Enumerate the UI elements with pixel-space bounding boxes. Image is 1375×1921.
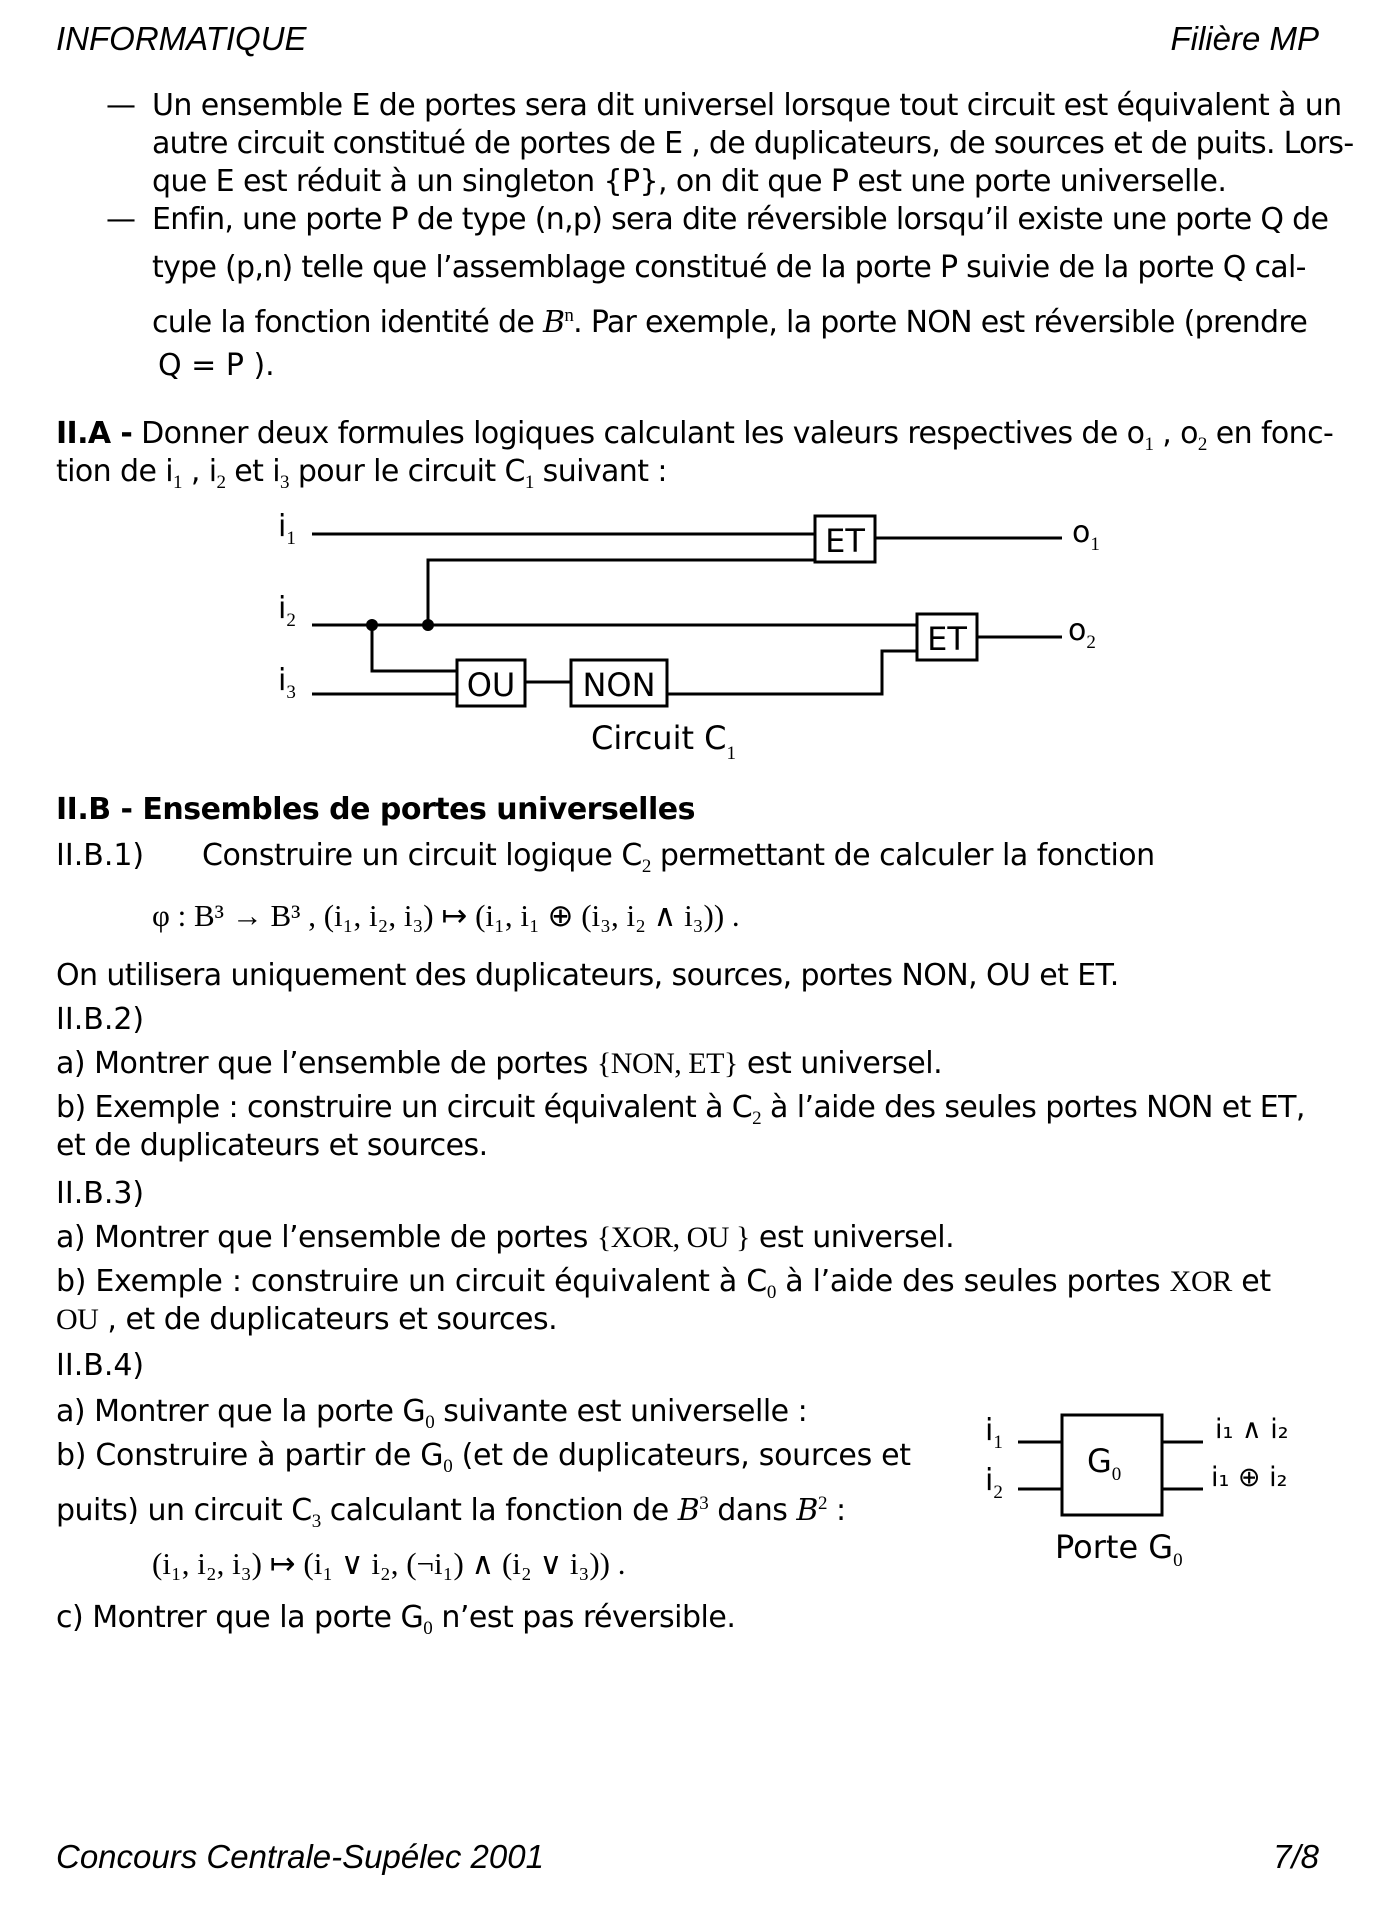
formula-phi: φ : B³ → B³ , (i₁, i₂, i₃) ↦ (i₁, i₁ ⊕ (i₃, i₂ ∧ i₃)) . <box>152 898 740 933</box>
question-number: II.B.4) <box>56 1348 145 1383</box>
subscript: 1 <box>1144 434 1154 455</box>
g0-input-i1: $i_1$ <box>985 1413 1003 1453</box>
set-notation: {XOR, OU } <box>596 1221 750 1254</box>
text-run: (et de duplicateurs, sources et <box>452 1438 911 1473</box>
formula-c3: (i₁, i₂, i₃) ↦ (i₁ ∨ i₂, (¬i₁) ∧ (i₂ ∨ i₃)) . <box>152 1546 626 1581</box>
exponent: n <box>564 305 574 326</box>
text-run: a) Montrer que l’ensemble de portes <box>56 1046 597 1081</box>
text-run: cule la fonction identité de <box>152 305 543 340</box>
set-notation: {NON, ET} <box>596 1047 738 1080</box>
text-run: permettant de calculer la fonction <box>650 838 1155 873</box>
boolean-set-symbol: B <box>677 1493 700 1528</box>
header-track: Filière MP <box>1170 20 1319 57</box>
text-run: Construire un circuit logique C <box>202 838 642 873</box>
question-text-line <box>56 1046 942 1082</box>
text-run: et <box>1232 1264 1271 1299</box>
subscript: 0 <box>425 1412 435 1433</box>
bullet-text-line: autre circuit constitué de portes de E , de duplicateurs, de sources et de puits. Lors- <box>152 126 1354 161</box>
text-run: à l’aide des seules portes <box>776 1264 1170 1299</box>
text-run: , et de duplicateurs et sources. <box>98 1302 558 1337</box>
text-run: c) Montrer que la porte G <box>56 1600 424 1635</box>
question-text-line <box>202 838 1155 885</box>
text-run: suivante est universelle : <box>434 1394 808 1429</box>
exponent: 2 <box>817 1493 827 1514</box>
bullet-text-line: type (p,n) telle que l’assemblage constitué de la porte P suivie de la porte Q cal- <box>152 250 1306 285</box>
question-text-line <box>56 1220 954 1256</box>
text-run: suivant : <box>533 454 667 489</box>
question-number: II.B.3) <box>56 1176 145 1211</box>
question-number: II.B.2) <box>56 1002 145 1037</box>
text-run: est universel. <box>737 1046 943 1081</box>
junction-dot <box>422 619 434 631</box>
text-run: : <box>826 1493 846 1528</box>
question-number: II.B.1) <box>56 838 145 873</box>
section-title-IIB: II.B - Ensembles de portes universelles <box>56 792 695 827</box>
boolean-set-symbol: B <box>542 305 565 340</box>
text-run: et i <box>225 454 280 489</box>
text-run: dans <box>708 1493 797 1528</box>
subscript: 0 <box>766 1282 777 1303</box>
g0-gate-label: $G_0$ <box>1087 1442 1122 1485</box>
header-subject: INFORMATIQUE <box>56 20 307 57</box>
bullet-text-line: Enfin, une porte P de type (n,p) sera dite réversible lorsqu’il existe une porte Q de <box>152 202 1329 237</box>
gate-g0-diagram <box>975 1400 1315 1580</box>
instruction-text: On utilisera uniquement des duplicateurs, sources, portes NON, OU et ET. <box>56 958 1119 993</box>
question-label: II.A - <box>56 416 133 451</box>
text-run: , i <box>181 454 217 489</box>
text-run: pour le circuit C <box>288 454 525 489</box>
circuit-c1-diagram <box>0 500 1375 800</box>
subscript: 2 <box>641 856 651 877</box>
circuit-caption: Circuit $C_1$ <box>591 719 737 764</box>
input-label-i3: $i_3$ <box>278 663 296 703</box>
bullet-text-line: Un ensemble E de portes sera dit universel lorsque tout circuit est équivalent à un <box>152 88 1342 123</box>
question-text-line <box>56 1394 807 1441</box>
bullet-text-line <box>152 298 1307 341</box>
question-text-line <box>56 454 667 501</box>
subscript: 2 <box>216 472 226 493</box>
subscript: 1 <box>172 472 182 493</box>
subscript: 2 <box>752 1108 762 1129</box>
junction-dot <box>366 619 378 631</box>
gate-name: OU <box>56 1303 99 1336</box>
question-text-line <box>56 1600 735 1647</box>
gate-label: ET <box>825 522 865 560</box>
gate-label: NON <box>582 666 656 704</box>
text-run: est universel. <box>749 1220 955 1255</box>
subscript: 1 <box>524 472 534 493</box>
input-label-i2: $i_2$ <box>278 591 296 631</box>
text-run: Donner deux formules logiques calculant les valeurs respectives de o <box>132 416 1145 451</box>
bullet-dash: — <box>106 88 136 123</box>
text-run: b) Construire à partir de G <box>56 1438 444 1473</box>
footer-page-number: 7/8 <box>1273 1838 1319 1875</box>
bullet-text-line: Q = P ). <box>158 348 275 383</box>
gate-label: OU <box>466 666 516 704</box>
text-run: en fonc- <box>1206 416 1334 451</box>
question-text-line: et de duplicateurs et sources. <box>56 1128 488 1163</box>
text-run: calculant la fonction de <box>320 1493 678 1528</box>
g0-output-and: i₁ ∧ i₂ <box>1215 1414 1289 1445</box>
text-run: que E est réduit à un singleton <box>152 164 604 199</box>
text-run: b) Exemple : construire un circuit équivalent à C <box>56 1090 753 1125</box>
output-label-o2: $o_2$ <box>1068 613 1096 653</box>
subscript: 0 <box>443 1456 453 1477</box>
subscript: 3 <box>311 1511 321 1532</box>
subscript: 3 <box>279 472 289 493</box>
set-notation: {P} <box>603 164 658 199</box>
text-run: , on dit que P est une porte universelle. <box>657 164 1227 199</box>
footer-contest: Concours Centrale-Supélec 2001 <box>56 1838 544 1875</box>
text-run: a) Montrer que la porte G <box>56 1394 426 1429</box>
text-run: n’est pas réversible. <box>432 1600 736 1635</box>
g0-input-i2: $i_2$ <box>985 1463 1003 1503</box>
text-run: a) Montrer que l’ensemble de portes <box>56 1220 597 1255</box>
exponent: 3 <box>699 1493 709 1514</box>
subscript: 0 <box>423 1618 433 1639</box>
gate-name: XOR <box>1169 1265 1233 1298</box>
bullet-dash: — <box>106 202 136 237</box>
bullet-text-line <box>152 164 1226 200</box>
subscript: 2 <box>1197 434 1207 455</box>
g0-output-xor: i₁ ⊕ i₂ <box>1211 1462 1288 1493</box>
output-label-o1: $o_1$ <box>1072 515 1100 555</box>
text-run: , o <box>1153 416 1198 451</box>
text-run: b) Exemple : construire un circuit équivalent à C <box>56 1264 767 1299</box>
question-text-line <box>56 1438 911 1485</box>
text-run: tion de i <box>56 454 173 489</box>
text-run: à l’aide des seules portes NON et ET, <box>761 1090 1305 1125</box>
gate-label: ET <box>927 620 967 658</box>
question-text-line <box>56 1302 557 1338</box>
g0-caption: Porte $G_0$ <box>1055 1528 1183 1571</box>
question-text-line <box>56 1486 846 1540</box>
input-label-i1: $i_1$ <box>278 509 296 549</box>
text-run: puits) un circuit C <box>56 1493 312 1528</box>
text-run: . Par exemple, la porte NON est réversible (prendre <box>573 305 1308 340</box>
boolean-set-symbol: B <box>796 1493 818 1528</box>
